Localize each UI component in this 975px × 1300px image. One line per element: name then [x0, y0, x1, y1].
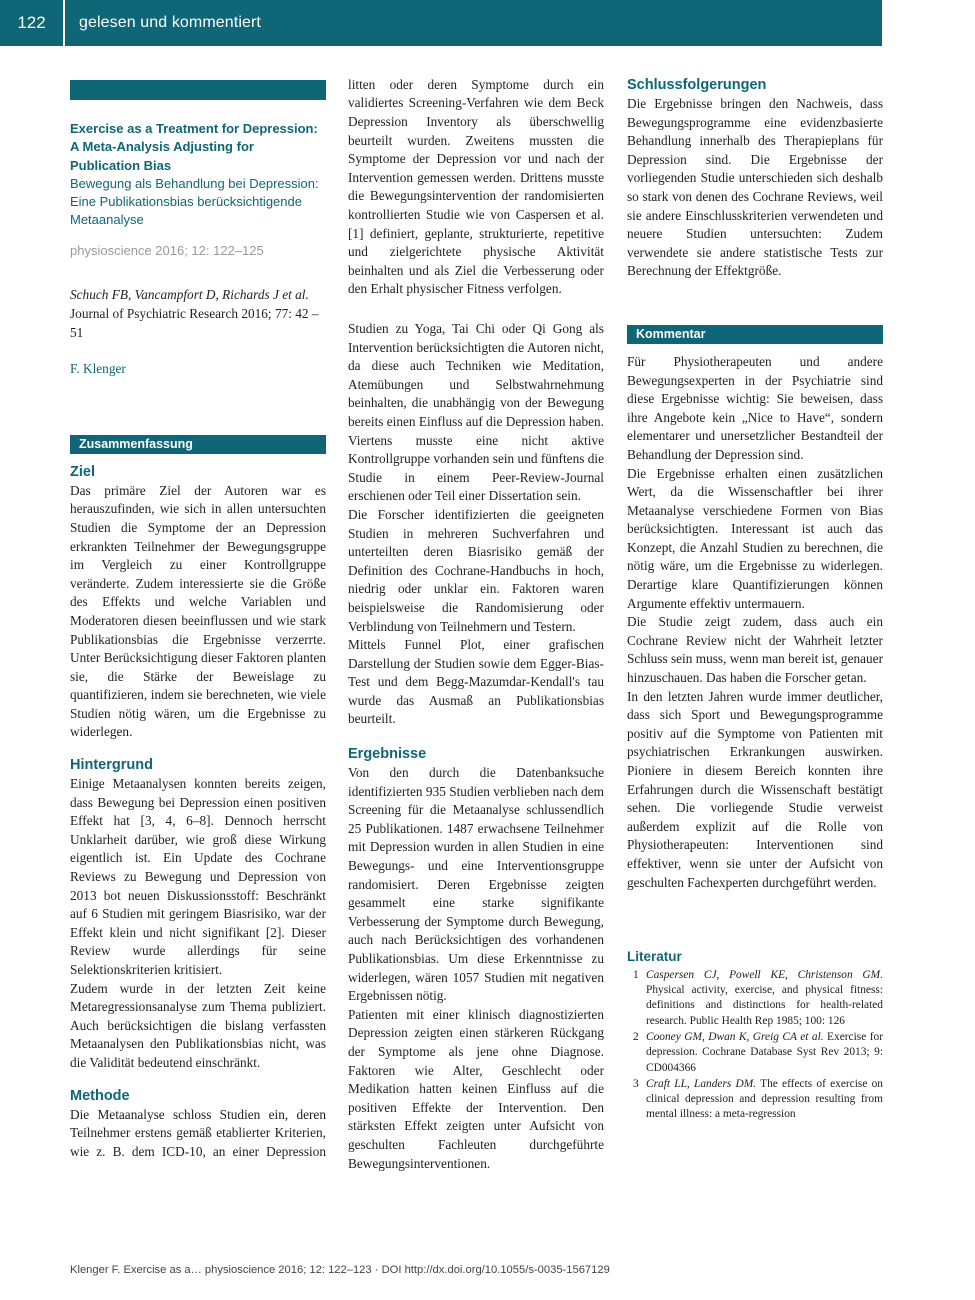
- reference-details: The effects of exercise on clinical depression and depression resulting from mental illness: a meta-regression: [646, 1077, 883, 1121]
- reference-item: [627, 1030, 883, 1076]
- paragraph: Die Forscher identifizierten die geeigneten Studien in mehreren Suchverfahren und unterteilten deren Biasrisiko gemäß der Definition des Cochrane-Handbuchs in hoch, niedrig oder unklar ein. Faktoren waren beispielsweise die Randomisierung oder Verblindung von Teilnehmern und Testern.: [348, 506, 604, 634]
- reviewer-name: F. Klenger: [70, 361, 126, 377]
- article-citation: physioscience 2016; 12: 122–125: [70, 242, 264, 258]
- reference-item: [627, 1077, 883, 1123]
- paragraph: Die Metaanalyse schloss Studien ein, deren Teilnehmer erstens gemäß etablierter Kriterien, wie z. B. dem ICD-10, an einer Depression: [70, 1106, 326, 1159]
- paragraph: Von den durch die Datenbanksuche identifizierten 935 Studien verblieben nach dem Screening für die Metaanalyse schlussendlich 25 Publikationen. 1487 erwachsene Teilnehmer mit Depression wurden in allen Studien in eine Bewegungs- und eine Interventionsgruppe randomisiert. Deren Ergebnisse zeigten gesammelt eine starke signifikante Verbesserung der Symptome durch Bewegung, auch nach Berücksichtigen des vorhandenen Publikationsbias. Um diese Erkenntnisse zu widerlegen, wären 1057 Studien mit negativen Ergebnissen nötig.: [348, 765, 604, 1004]
- reference-text: [646, 968, 883, 1029]
- literatur-heading: Literatur: [627, 949, 682, 965]
- paragraph: Zudem wurde in der letzten Zeit keine Metaregressionsanalyse zum Thema publiziert. Auch berücksichtigen die bislang verfassten Metaanalysen den Publikationsbias nicht, was die Validität bedeutend einschränkt.: [70, 980, 326, 1070]
- paragraph: Mittels Funnel Plot, einer grafischen Darstellung der Studien sowie dem Egger-Bias-Test und dem Begg-Mazumdar-Kendall's tau wurde das Ausmaß an Publikationsbias beurteilt.: [348, 637, 604, 727]
- reference-number: 1: [633, 968, 639, 981]
- article-top-bar: [70, 80, 326, 100]
- paragraph: Das primäre Ziel der Autoren war es herauszufinden, wie sich in allen untersuchten Studien die Symptome der an Depression erkrankten Teilnehmer der Bewegungsgruppe im Vergleich zu einer Kontrollgruppe veränderte. Zudem interessierte sie die Größe des Effekts und welche Variablen und Moderatoren diesen beeinflussen und wie stark Publikationsbias die Ergebnisse verzerrte. Unter Berücksichtigung dieser Faktoren planten sie, die Stärke der Beweislage zu quantifizieren, indem sie berechneten, wie viele Studien nötig wären, um die Ergebnisse zu widerlegen.: [70, 482, 326, 740]
- article-title-de: Bewegung als Behandlung bei Depression: Eine Publikationsbias berücksichtigende Metaanalyse: [70, 175, 319, 228]
- reference-list: [627, 968, 883, 1123]
- reference-details: Physical activity, exercise, and physical fitness: definitions and distinctions for health-related research. Public Health Rep 1985; 100: 126: [646, 984, 883, 1027]
- paragraph: In den letzten Jahren wurde immer deutlicher, dass sich Sport und Bewegungsprogramme positiv auf die Symptome von Patienten mit psychiatrischen Erkrankungen auswirken. Pioniere in diesem Bereich konnten ihre Erfahrungen durch die Wissenschaft bestätigt sehen. Die vorliegende Studie verweist außerdem explizit auf die Rolle von Physiotherapeuten: Interventionen sind effektiver, wenn sie unter der Aufsicht von geschulten Fachexperten durchgeführt werden.: [627, 688, 883, 890]
- reference-authors: Craft LL, Landers DM.: [646, 1077, 757, 1090]
- reference-number: 2: [633, 1030, 639, 1043]
- paragraph: Für Physiotherapeuten und andere Bewegungsexperten in der Psychiatrie sind diese Ergebnisse wichtig: Sie beweisen, dass ihre Angebote kein „Nice to Have“, sondern elementarer und unersetzlicher Bestandteil der Behandlung der Depression sind.: [627, 353, 883, 462]
- reference-text: [646, 1077, 883, 1123]
- reference-text: [646, 1030, 883, 1076]
- header-bar: [0, 0, 882, 46]
- summary-label: Zusammenfassung: [70, 435, 326, 454]
- paragraph: litten oder deren Symptome durch ein validiertes Screening-Verfahren wie dem Beck Depression Inventory als überschwellig beurteilt wurden. Zweitens mussten die Symptome der Depression vor und nach der Intervention gemessen werden. Drittens musste die Bewegungsintervention der randomisierten kontrollierten Studie wie von Caspersen et al. [1] definiert, geplante, strukturierte, repetitive und zielgerichtete physische Aktivität beinhalten und als Ziel die Verbesserung oder den Erhalt physischer Fitness verfolgen.: [348, 76, 604, 297]
- reference-details: Exercise for depression. Cochrane Database Syst Rev 2013; 9: CD004366: [646, 1030, 883, 1074]
- section-heading-ziel: Ziel: [70, 463, 95, 480]
- section-title: gelesen und kommentiert: [79, 14, 261, 31]
- section-heading-ergebnisse: Ergebnisse: [348, 746, 427, 763]
- paragraph: Studien zu Yoga, Tai Chi oder Qi Gong als Intervention berücksichtigten die Autoren nicht, da diese auch Techniken wie Meditation, Atemübungen und Selbstwahrnehmung beinhalten, die unabhängig von der Bewegung bereits einen Einfluss auf die Depression haben. Viertens musste eine nicht aktive Kontrollgruppe vorhanden sein und fünftens die Studie in einem Peer-Review-Journal erschienen oder Teil einer Dissertation sein.: [348, 321, 604, 504]
- paragraph: Die Ergebnisse bringen den Nachweis, dass Bewegungsprogramme eine evidenzbasierte Behandlung innerhalb des Therapieplans für Depression sind. Die Ergebnisse der vorliegenden Studie unterschieden sich deshalb so stark von denen des Cochrane Reviews, weil sie andere Einschlusskriterien verwendeten und neuere Studien untersuchten: Zudem verwendete sie andere statistische Tests zur Berechnung der Effektgröße.: [627, 96, 883, 279]
- paragraph: Die Studie zeigt zudem, dass auch ein Cochrane Review nicht der Wahrheit letzter Schluss sein muss, wenn man bereit ist, genauer hinzuschauen. Das haben die Forscher getan.: [627, 614, 883, 686]
- section-heading-schlussfolgerungen: Schlussfolgerungen: [627, 77, 767, 93]
- section-heading-hintergrund: Hintergrund: [70, 757, 153, 774]
- article-title-en: Exercise as a Treatment for Depression: A Meta-Analysis Adjusting for Publication Bias: [70, 121, 318, 173]
- paragraph: Einige Metaanalysen konnten bereits zeigen, dass Bewegung bei Depression einen positiven Effekt hat [3, 4, 6–8]. Dennoch herrscht Unklarheit darüber, wie groß diese Wirkung eigentlich ist. Ein Update des Cochrane Reviews zu Bewegung und Depression von 2013 bot neuen Diskussionsstoff: Beschränkt auf 6 Studien mit geringem Biasrisiko, war der Effekt klein und nicht signifikant [2]. Dieser Review wurde allerdings für seine Selektionskriterien kritisiert.: [70, 776, 326, 977]
- paragraph: Die Ergebnisse erhalten einen zusätzlichen Wert, da die Wissenschaftler bei ihrer Metaanalyse verschiedene Formen von Bias berücksichtigten. Interessant ist auch das Konzept, die Anzahl Studien zu berechnen, die nötig wäre, um die Ergebnisse zu widerlegen. Derartige klare Quantifizierungen können Argumente effektiv untermauern.: [627, 465, 883, 611]
- paragraph: Patienten mit einer klinisch diagnostizierten Depression zeigten einen stärkeren Rückgang der Symptome als jene ohne Diagnose. Faktoren wie Alter, Geschlecht oder Medikation hatten keinen Einfluss auf die positiven Effekte der Intervention. Den stärksten Effekt zeigten unter Aufsicht von geschulten Fachleuten durchgeführte Bewegungsinterventionen.: [348, 1006, 604, 1171]
- kommentar-body: [627, 353, 883, 892]
- source-journal: Journal of Psychiatric Research 2016; 77: 42 – 51: [70, 305, 319, 340]
- page-number: 122: [17, 13, 46, 32]
- page-footer: Klenger F. Exercise as a… physioscience 2016; 12: 122–123 · DOI http://dx.doi.org/10.1055/s-0035-1567129: [70, 1264, 610, 1276]
- kommentar-label: Kommentar: [627, 325, 883, 344]
- source-reference: [70, 286, 326, 342]
- methode-continuation: [348, 76, 604, 320]
- column-3: [627, 76, 883, 1123]
- column-2: [348, 76, 604, 1173]
- section-heading-methode: Methode: [70, 1087, 130, 1104]
- reference-authors: Cooney GM, Dwan K, Greig CA et al.: [646, 1030, 824, 1043]
- source-authors: Schuch FB, Vancampfort D, Richards J et al.: [70, 287, 309, 303]
- column-1: [70, 76, 326, 1162]
- reference-item: [627, 968, 883, 1029]
- reference-authors: Caspersen CJ, Powell KE, Christenson GM.: [646, 968, 883, 981]
- reference-number: 3: [633, 1077, 639, 1090]
